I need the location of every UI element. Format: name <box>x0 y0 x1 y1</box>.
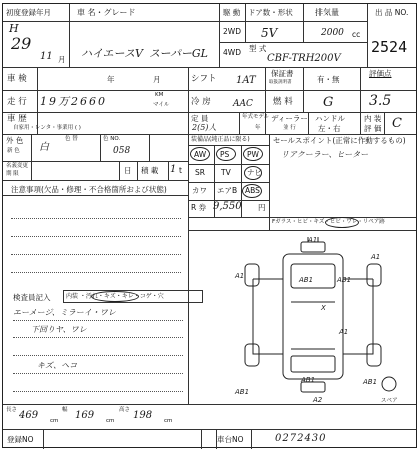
grid-line <box>188 164 269 165</box>
width-value: 169 <box>75 410 95 421</box>
capacity-label: 定 員 <box>191 114 209 123</box>
lot-value: 2524 <box>371 38 408 56</box>
model-year-value: 年 <box>255 125 261 131</box>
warranty-label: 保証書 <box>271 69 294 78</box>
grid-line <box>37 67 38 134</box>
spare-label: スペア <box>381 398 398 404</box>
note-line-4: キズ、ヘコ <box>37 361 78 370</box>
grid-line <box>69 4 70 67</box>
height-value: 198 <box>133 410 153 421</box>
equip-aw-circle <box>190 147 210 161</box>
grid-line <box>3 404 416 405</box>
reg-no-label: 登録NO <box>7 435 34 444</box>
name-change-sub: 期 限 <box>6 171 19 177</box>
grid-line <box>367 4 368 67</box>
width-unit: cm <box>106 418 115 424</box>
inspection-month-unit: 月 <box>153 75 161 84</box>
shift-value: 1AT <box>236 75 256 86</box>
length-value: 469 <box>19 410 39 421</box>
grid-line <box>3 195 188 196</box>
auction-sheet <box>2 3 417 448</box>
ac-label: 冷 房 <box>191 97 211 107</box>
mark-left-front: A1 <box>235 272 245 280</box>
first-reg-month: 11 <box>40 51 53 62</box>
mark-rear-glass: AB1 <box>301 376 316 384</box>
dotted-line <box>11 272 181 273</box>
equip-aw: AW <box>194 150 207 159</box>
handle-label: ハンドル <box>315 114 345 123</box>
inspection-year-unit: 年 <box>107 75 115 84</box>
displacement-label: 排気量 <box>315 8 339 17</box>
dotted-line <box>13 337 183 338</box>
color-value: 白 <box>39 142 49 153</box>
r-ticket-label: R 券 <box>191 203 207 212</box>
score-value: 3.5 <box>369 93 392 109</box>
capacity-value: 2(5)人 <box>192 123 217 132</box>
inspection-label: 車 検 <box>7 74 27 84</box>
drive-4wd: 4WD <box>223 48 241 57</box>
grid-line <box>188 230 416 231</box>
recolor-label: 色 替 <box>65 136 78 142</box>
equip-sr: SR <box>195 168 205 177</box>
grid-line <box>137 161 138 180</box>
name-change-label: 名義変更 <box>6 163 29 169</box>
equip-pw: PW <box>247 150 259 159</box>
grid-line <box>188 67 189 404</box>
mark-right-side: A1 <box>339 328 349 336</box>
r-ticket-value: 9,550 <box>213 201 242 212</box>
grid-line <box>303 67 304 112</box>
mileage-unit-km: KM <box>155 92 164 98</box>
chassis-label: 車台NO <box>217 435 244 444</box>
grid-line <box>100 134 101 161</box>
equip-navi: ナビ <box>247 168 262 177</box>
grid-line <box>3 21 367 22</box>
grid-line <box>3 112 416 113</box>
grid-line <box>360 67 361 134</box>
equip-tv: TV <box>221 168 231 177</box>
grid-line <box>239 112 240 134</box>
car-name-value: ハイエースV <box>81 47 143 60</box>
new-color-label: 新 色 <box>7 148 20 154</box>
first-reg-month-unit: 月 <box>58 55 66 64</box>
color-label: 外 色 <box>6 136 24 145</box>
mark-windshield: AB1 <box>299 276 314 284</box>
width-label: 幅 <box>62 407 68 413</box>
grid-line <box>188 182 269 183</box>
equip-leather: カワ <box>192 186 207 195</box>
grid-line <box>188 217 416 218</box>
mileage-label: 走 行 <box>7 97 27 107</box>
dotted-line <box>13 320 183 321</box>
grid-line <box>43 429 44 449</box>
dotted-line <box>13 391 183 392</box>
notes-label: 注意事項(欠品・修理・不合格箇所および状態) <box>11 185 167 194</box>
r-ticket-unit: 円 <box>258 203 266 212</box>
height-unit: cm <box>164 418 173 424</box>
mark-left-rear: AB1 <box>235 388 250 396</box>
height-label: 高さ <box>119 407 131 413</box>
equip-airbag: エアB <box>217 186 238 195</box>
first-reg-year: 29 <box>11 34 32 53</box>
dotted-line <box>11 236 181 237</box>
grid-line <box>3 134 416 135</box>
length-label: 長さ <box>6 407 18 413</box>
history-sub: 自家用・レンタ・事業用 ( ) <box>13 125 81 131</box>
grid-line <box>265 67 266 134</box>
inspector-label: 検査員記入 <box>13 293 51 302</box>
sales-point-value: リアクーラー、ヒーター <box>281 150 369 159</box>
model-label: 型 式 <box>249 44 267 53</box>
sales-point-label: セールスポイント(正常に作動するもの) <box>273 136 406 145</box>
grid-line <box>245 4 246 42</box>
equip-abs: ABS <box>245 186 260 195</box>
mark-rear: A2 <box>313 396 323 404</box>
color-no-label: 色 NO. <box>103 136 121 142</box>
grid-line <box>269 134 270 230</box>
grid-line <box>3 90 416 91</box>
grid-line <box>201 429 202 449</box>
door-value: 5V <box>261 26 278 40</box>
grid-line <box>303 4 304 42</box>
dealer-label: ディーラー <box>271 114 308 123</box>
grid-line <box>188 145 269 146</box>
ac-value: AAC <box>233 99 253 109</box>
date-label: 日 <box>124 166 132 175</box>
mark-front: A1 <box>308 236 318 244</box>
mark-right-rear: AB1 <box>363 378 378 386</box>
grid-line <box>168 161 169 180</box>
dotted-line <box>11 254 181 255</box>
dealer-sub: 並 行 <box>283 125 296 131</box>
inspector-circle <box>91 291 139 302</box>
score-label: 評価点 <box>369 69 392 78</box>
displacement-value: 2000 <box>321 28 344 38</box>
interior-label: 内 装 <box>364 114 382 123</box>
dotted-line <box>13 355 183 356</box>
inspector-options: 内装 ・汚れ・キズ・キレ・コゲ・穴 <box>66 293 164 300</box>
glass-note: Fガラス・ヒビ・キズ・ヒビ・ワレ・リペア跡 <box>272 219 385 225</box>
equip-ps-circle <box>216 147 236 161</box>
grade-value: スーパーGL <box>149 47 208 60</box>
loading-label: 積 載 <box>141 166 159 175</box>
mark-right-top: A1 <box>371 253 381 261</box>
mileage-value: 19万2660 <box>40 95 107 108</box>
displacement-unit: cc <box>352 30 361 39</box>
model-year-label: 年式モデル <box>242 114 270 120</box>
note-line-1: エーメージ、ミラーイ・ワレ <box>13 308 116 317</box>
equip-ps: PS <box>220 150 230 159</box>
warranty-value: 有・無 <box>317 75 340 84</box>
interior-value: C <box>392 116 402 131</box>
color-no-value: 058 <box>113 146 131 156</box>
grid-line <box>384 112 385 134</box>
equip-navi-circle <box>244 166 262 180</box>
grid-line <box>308 112 309 134</box>
lot-label: 出 品 NO. <box>375 8 409 17</box>
drive-2wd: 2WD <box>223 27 241 36</box>
grid-line <box>149 134 150 161</box>
handle-value: 左・右 <box>318 124 341 133</box>
grid-line <box>219 42 367 43</box>
first-reg-label: 初度登録年月 <box>6 8 51 17</box>
mark-roof: X <box>321 304 326 312</box>
damage-marks <box>234 236 380 404</box>
chassis-value: 0272430 <box>275 433 327 444</box>
fuel-label: 燃 料 <box>273 97 293 107</box>
loading-value: 1 <box>170 164 177 175</box>
equip-pw-circle <box>243 147 263 161</box>
mark-right-front: AB1 <box>337 276 352 284</box>
car-diagram <box>213 234 413 404</box>
length-unit: cm <box>50 418 59 424</box>
grid-line <box>119 161 120 180</box>
grid-line <box>251 429 252 449</box>
model-value: CBF-TRH200V <box>267 53 341 64</box>
grid-line <box>31 134 32 180</box>
equip-abs-circle <box>242 184 262 198</box>
grid-line <box>219 4 220 67</box>
grid-line <box>3 429 416 430</box>
grid-line <box>3 67 416 68</box>
grid-line <box>3 180 188 181</box>
dotted-line <box>13 373 183 374</box>
name-grade-label: 車 名・グレード <box>77 8 136 17</box>
note-line-2: 下回りヤ、ワレ <box>31 325 87 334</box>
dotted-line <box>11 218 181 219</box>
first-reg-era: H <box>9 22 19 35</box>
history-label: 車 歴 <box>7 114 27 124</box>
fuel-value: G <box>323 95 334 110</box>
mileage-unit-mile: マイル <box>153 102 170 108</box>
glass-circle <box>325 217 359 228</box>
loading-unit: t <box>179 166 182 175</box>
door-label: ドア数・形状 <box>248 8 293 17</box>
shift-label: シフト <box>191 74 217 84</box>
drive-label: 駆 動 <box>223 8 241 17</box>
warranty-sub: 取扱説明書 <box>269 80 292 85</box>
interior-sub: 評 価 <box>364 124 382 133</box>
equipment-label: 装備品(純正品に限る) <box>191 136 250 143</box>
